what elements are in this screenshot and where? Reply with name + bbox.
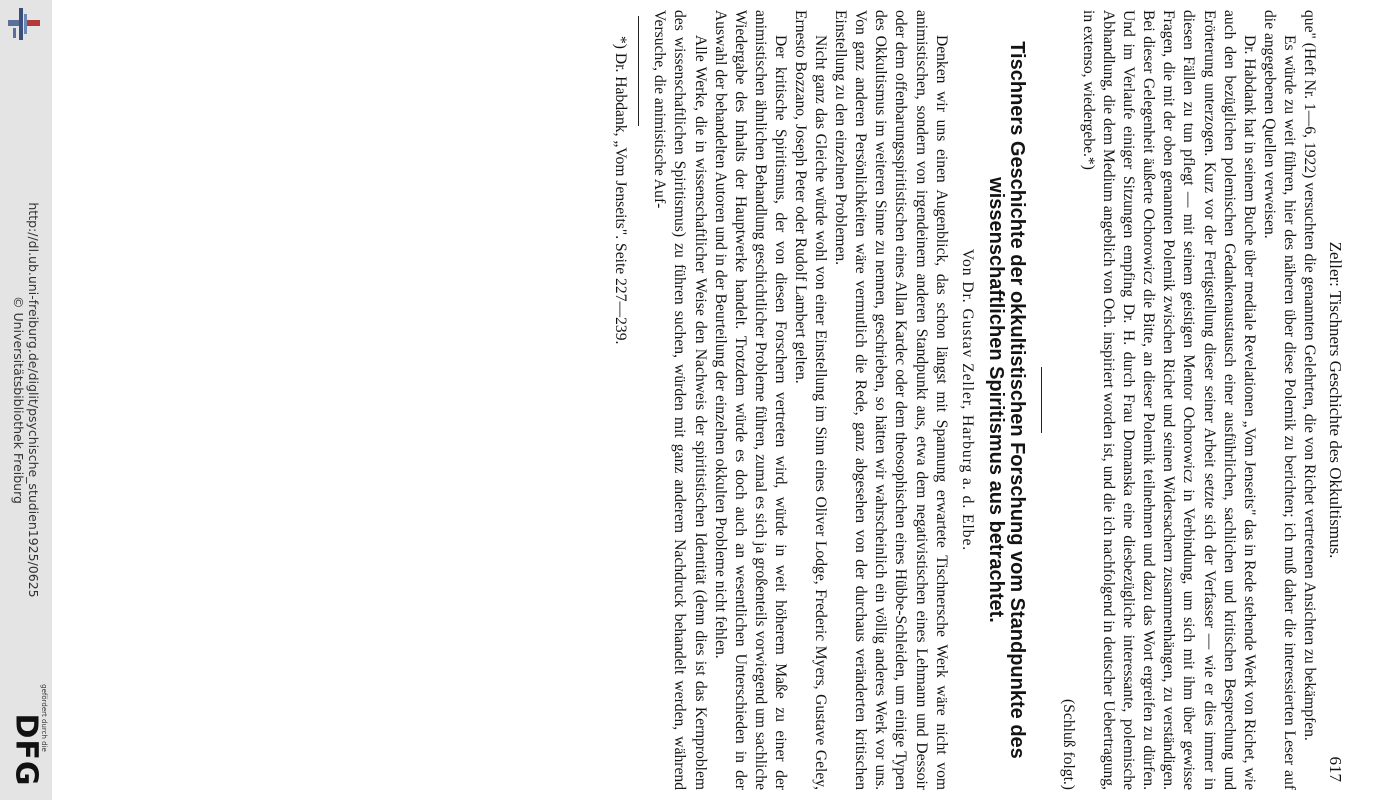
dfg-subtitle: gefördert durch die xyxy=(40,684,48,752)
source-url[interactable] xyxy=(11,202,41,597)
copyright-line: © Universitätsbibliothek Freiburg xyxy=(11,296,26,504)
continued-note: (Schluß folgt.) xyxy=(1059,699,1077,790)
page-number: 617 xyxy=(1326,756,1345,782)
scanned-page xyxy=(165,10,1345,790)
section-divider xyxy=(1041,367,1042,433)
paragraph: que" (Heft Nr. 1—6, 1922) versuchten die genannten Gelehrten, die von Richet vertretenen Ansichten zu bekämpfen. xyxy=(1301,10,1318,741)
url-line[interactable]: http://dl.ub.uni-freiburg.de/diglit/psychische_studien1925/0625 xyxy=(26,202,41,598)
header-title: Zeller: Tischners Geschichte des Okkultismus. xyxy=(1326,241,1345,559)
viewer-sidebar xyxy=(0,0,52,800)
paragraph: Dr. Habdank hat in seinem Buche über mediale Revelationen „Vom Jenseits" das in Rede stehende Werk von Richet, wie auch den bezüglichen polemischen Gedankenaustausch einer ausführlichen, sachlichen und kritischen Besprechung und Erörterung unterzogen. Kurz vor der Fertigstellung dieser seiner Arbeit setzte sich der Verfasser — wie er dies immer in diesen Fällen zu tun pflegt — mit seinem geistigen Mentor Ochorowicz in Verbindung, um sich mit ihm über gewisse Fragen, die mit der oben genannten Polemik zwischen Richet und seinen Widersachern zusammenhängen, zu verständigen. Bei dieser Gelegenheit äußerte Ochorowicz die Bitte, an dieser Polemik teilnehmen und dazu das Wort ergreifen zu dürfen. Und im Verlaufe einiger Sitzungen empfing Dr. H. durch Frau Domanska eine diesbezügliche interessante, polemische Abhandlung, die dem Medium angeblich von Och. inspiriert worden ist, und die ich nachfolgend in deutscher Uebertragung, in extenso, wiedergebe.*) xyxy=(1079,10,1258,790)
paragraph: Alle Werke, die in wissenschaftlicher Weise den Nachweis der spiritistischen Identität (denn dies ist das Kernproblem des wissenschaftlichen Spiritismus) zu führen suchen, würden mit ganz anderem Nachdruck behandelt werden, während Versuche, die animistische Auf- xyxy=(651,10,709,790)
paragraph: Es würde zu weit führen, hier des näheren über diese Polemik zu berichten; ich muß daher die interessierten Leser auf die angegebenen Quellen verweisen. xyxy=(1260,10,1298,790)
footnote: *) Dr. Habdank, „Vom Jenseits". Seite 227—239. xyxy=(612,36,630,345)
ub-freiburg-logo-icon xyxy=(4,6,44,42)
article-author: Von Dr. Gustav Zeller, Harburg a. d. Elbe. xyxy=(958,248,976,552)
footnote-divider xyxy=(638,16,639,126)
paragraph: Nicht ganz das Gleiche würde wohl von einer Einstellung im Sinn eines Oliver Lodge, Frederic Myers, Gustave Geley, Ernesto Bozzano, Joseph Peter oder Rudolf Lambert gelten. xyxy=(792,10,830,790)
dfg-logo: DFG xyxy=(8,713,44,787)
article-heading: Tischners Geschichte der okkultistischen Forschung vom Standpunkte des wissenschaftlichen Spiritismus aus betrachtet. xyxy=(984,41,1028,759)
paragraph: Denken wir uns einen Augenblick, das schon längst mit Spannung erwartete Tischnersche Werk wäre nicht vom animistischen, sondern von irgendeinem anderen Standpunkt aus, etwa dem negativistischen eines Lehmann und Dessoir oder dem offenbarungsspiritistischen eines Allan Kardec oder dem theosophischen eines Hübbe-Schleiden, um einige Typen des Okkultismus im weiteren Sinne zu nennen, geschrieben, so hätten wir wahrscheinlich ein völlig anderes Werk vor uns. Von ganz anderen Persönlichkeiten wäre vermutlich die Rede, ganz abgesehen von der durchaus veränderten kritischen Einstellung zu den einzelnen Problemen. xyxy=(832,10,950,790)
paragraph: Der kritische Spiritismus, der von diesen Forschern vertreten wird, würde in weit höherem Maße zu einer der animistischen ähnlichen Behandlung geschichtlicher Probleme führen, zumal es sich ja großenteils vorwiegend um sachliche Wiedergabe des Inhalts der Hauptwerke handelt. Trotzdem würde es doch auch an wesentlichen Unterschieden in der Auswahl der behandelten Autoren und in der Beurteilung der einzelnen okkulten Probleme nicht fehlen. xyxy=(711,10,789,790)
running-header xyxy=(1319,10,1345,790)
